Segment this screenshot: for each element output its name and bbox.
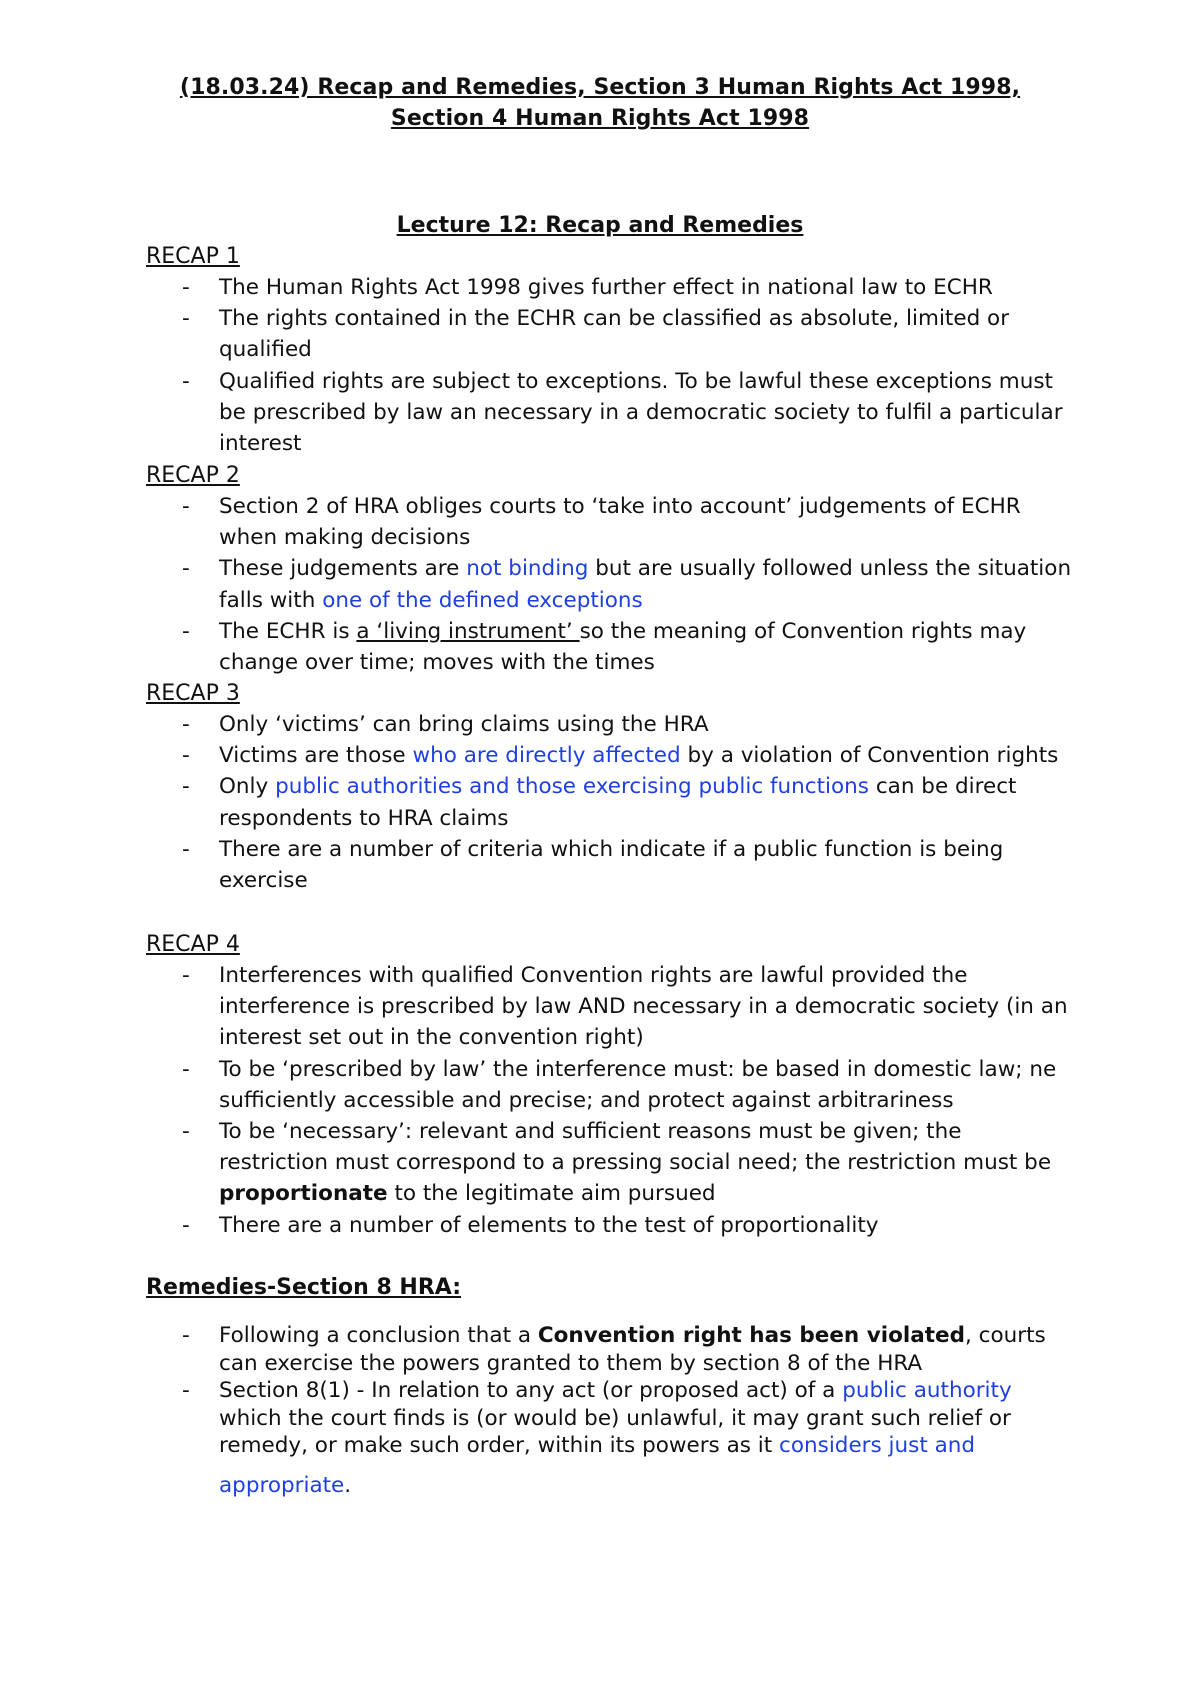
bold-text: proportionate [219, 1181, 388, 1207]
list-item: - To be ‘prescribed by law’ the interference must: be based in domestic law; ne sufficiently accessible and precise; and protect against arbitrariness [146, 1054, 1076, 1116]
recap3-list [146, 709, 1076, 896]
highlight-text: appropriate [219, 1472, 345, 1498]
list-item: - Qualified rights are subject to exceptions. To be lawful these exceptions must be prescribed by law an necessary in a democratic society to fulfil a particular interest [146, 366, 1076, 460]
bullet-dash: - [182, 306, 190, 332]
highlight-text: public authorities and those exercising public functions [275, 774, 869, 800]
recap1-heading: RECAP 1 [146, 244, 240, 269]
list-item: - To be ‘necessary’: relevant and sufficient reasons must be given; the restriction must correspond to a pressing social need; the restriction must be proportionate to the legitimate aim pursued [146, 1116, 1076, 1210]
bullet-dash: - [182, 618, 190, 644]
underlined-text: a ‘living instrument’ [356, 618, 580, 644]
list-item: - Only public authorities and those exercising public functions can be direct respondents to HRA claims [146, 771, 1076, 833]
remedies-heading: Remedies-Section 8 HRA: [146, 1275, 461, 1300]
recap4-list [146, 960, 1076, 1241]
recap3-heading: RECAP 3 [146, 681, 240, 706]
list-item: - Section 2 of HRA obliges courts to ‘take into account’ judgements of ECHR when making decisions [146, 491, 1076, 553]
list-item: - Section 8(1) - In relation to any act (or proposed act) of a public authority which the court finds is (or would be) unlawful, it may grant such relief or remedy, or make such order, within its powers as it considers just and appropriate. [182, 1378, 1012, 1498]
bullet-dash: - [182, 556, 190, 582]
remedies-list [146, 1322, 1076, 1499]
bullet-dash: - [182, 774, 190, 800]
document-title-line2: Section 4 Human Rights Act 1998 [390, 106, 810, 131]
highlight-text: who are directly affected [412, 743, 681, 769]
bullet-dash: - [182, 275, 190, 300]
bullet-dash: - [182, 836, 190, 862]
list-item: - There are a number of elements to the test of proportionality [146, 1210, 1076, 1241]
list-item: - Following a conclusion that a Convention right has been violated, courts can exercise the powers granted to them by section 8 of the HRA [182, 1323, 1046, 1376]
list-item: - These judgements are not binding but are usually followed unless the situation falls with one of the defined exceptions [146, 553, 1076, 615]
recap1-list [146, 272, 1076, 459]
highlight-text: not binding [466, 556, 589, 582]
bullet-dash: - [182, 1119, 190, 1145]
list-item: - The rights contained in the ECHR can be classified as absolute, limited or qualified [146, 303, 1076, 365]
list-item: - Interferences with qualified Convention rights are lawful provided the interference is prescribed by law AND necessary in a democratic society (in an interest set out in the convention right) [146, 960, 1076, 1054]
recap2-heading: RECAP 2 [146, 463, 240, 488]
highlight-text: considers just and [779, 1433, 976, 1458]
recap4-heading: RECAP 4 [146, 932, 240, 957]
bullet-dash: - [182, 963, 190, 988]
bullet-dash: - [182, 1323, 190, 1348]
bullet-dash: - [182, 1212, 190, 1238]
bullet-dash: - [182, 1056, 190, 1082]
bullet-dash: - [182, 712, 190, 737]
list-item: - Victims are those who are directly affected by a violation of Convention rights [146, 740, 1076, 771]
bullet-dash: - [182, 1378, 190, 1403]
recap2-list [146, 491, 1076, 678]
highlight-text: public authority [842, 1378, 1012, 1403]
document-title-line1: (18.03.24) Recap and Remedies, Section 3 Human Rights Act 1998, [179, 75, 1021, 100]
bullet-dash: - [182, 494, 190, 519]
bullet-dash: - [182, 368, 190, 394]
list-item: - There are a number of criteria which indicate if a public function is being exercise [146, 834, 1076, 896]
bold-text: Convention right has been violated [537, 1323, 965, 1348]
highlight-text: one of the defined exceptions [322, 587, 643, 613]
list-item: - Only ‘victims’ can bring claims using the HRA [146, 709, 1076, 740]
lecture-heading: Lecture 12: Recap and Remedies [396, 213, 804, 238]
list-item: - The ECHR is a ‘living instrument’ so the meaning of Convention rights may change over time; moves with the times [146, 616, 1076, 678]
list-item: - The Human Rights Act 1998 gives further effect in national law to ECHR [146, 272, 1076, 303]
bullet-dash: - [182, 743, 190, 769]
